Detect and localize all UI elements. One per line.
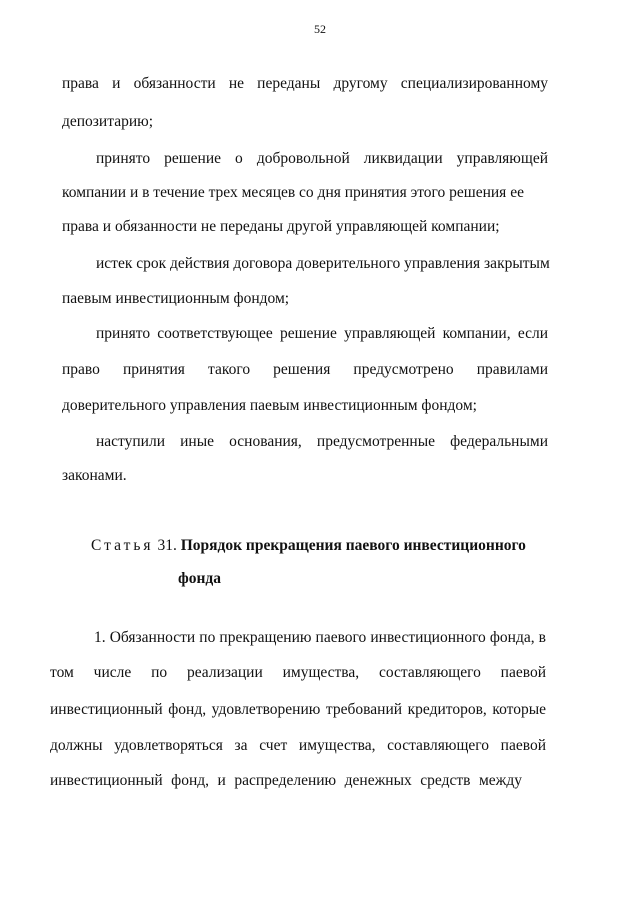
paragraph-line: права и обязанности не переданы другому специализированному xyxy=(62,75,548,92)
paragraph-line: права и обязанности не переданы другой управляющей компании; xyxy=(62,218,500,235)
clause-line: должны удовлетворяться за счет имущества, составляющего паевой xyxy=(50,737,546,754)
clause-line: инвестиционный фонд, и распределению денежных средств между xyxy=(50,772,522,789)
clause-line: том числе по реализации имущества, составляющего паевой xyxy=(50,664,546,681)
paragraph-line: истек срок действия договора доверительного управления закрытым xyxy=(96,255,550,272)
clause-line: инвестиционный фонд, удовлетворению требований кредиторов, которые xyxy=(50,701,546,718)
paragraph-line: право принятия такого решения предусмотрено правилами xyxy=(62,361,548,378)
article-title-continuation: фонда xyxy=(178,570,221,587)
paragraph-line: доверительного управления паевым инвестиционным фондом; xyxy=(62,397,477,414)
paragraph-line: принято решение о добровольной ликвидации управляющей xyxy=(96,150,548,167)
paragraph-line: компании и в течение трех месяцев со дня принятия этого решения ее xyxy=(62,184,524,201)
article-label: Статья xyxy=(91,537,154,554)
article-title: Порядок прекращения паевого инвестиционного xyxy=(180,537,526,554)
paragraph-line: наступили иные основания, предусмотренные федеральными xyxy=(96,433,548,450)
paragraph-line: паевым инвестиционным фондом; xyxy=(62,290,290,307)
paragraph-line: депозитарию; xyxy=(62,113,154,130)
paragraph-line: законами. xyxy=(62,467,127,484)
article-number: 31. xyxy=(157,537,177,554)
paragraph-line: принято соответствующее решение управляющей компании, если xyxy=(96,325,548,342)
clause-line: 1. Обязанности по прекращению паевого инвестиционного фонда, в xyxy=(94,629,546,646)
page-number: 52 xyxy=(314,22,326,36)
article-heading xyxy=(91,536,526,556)
